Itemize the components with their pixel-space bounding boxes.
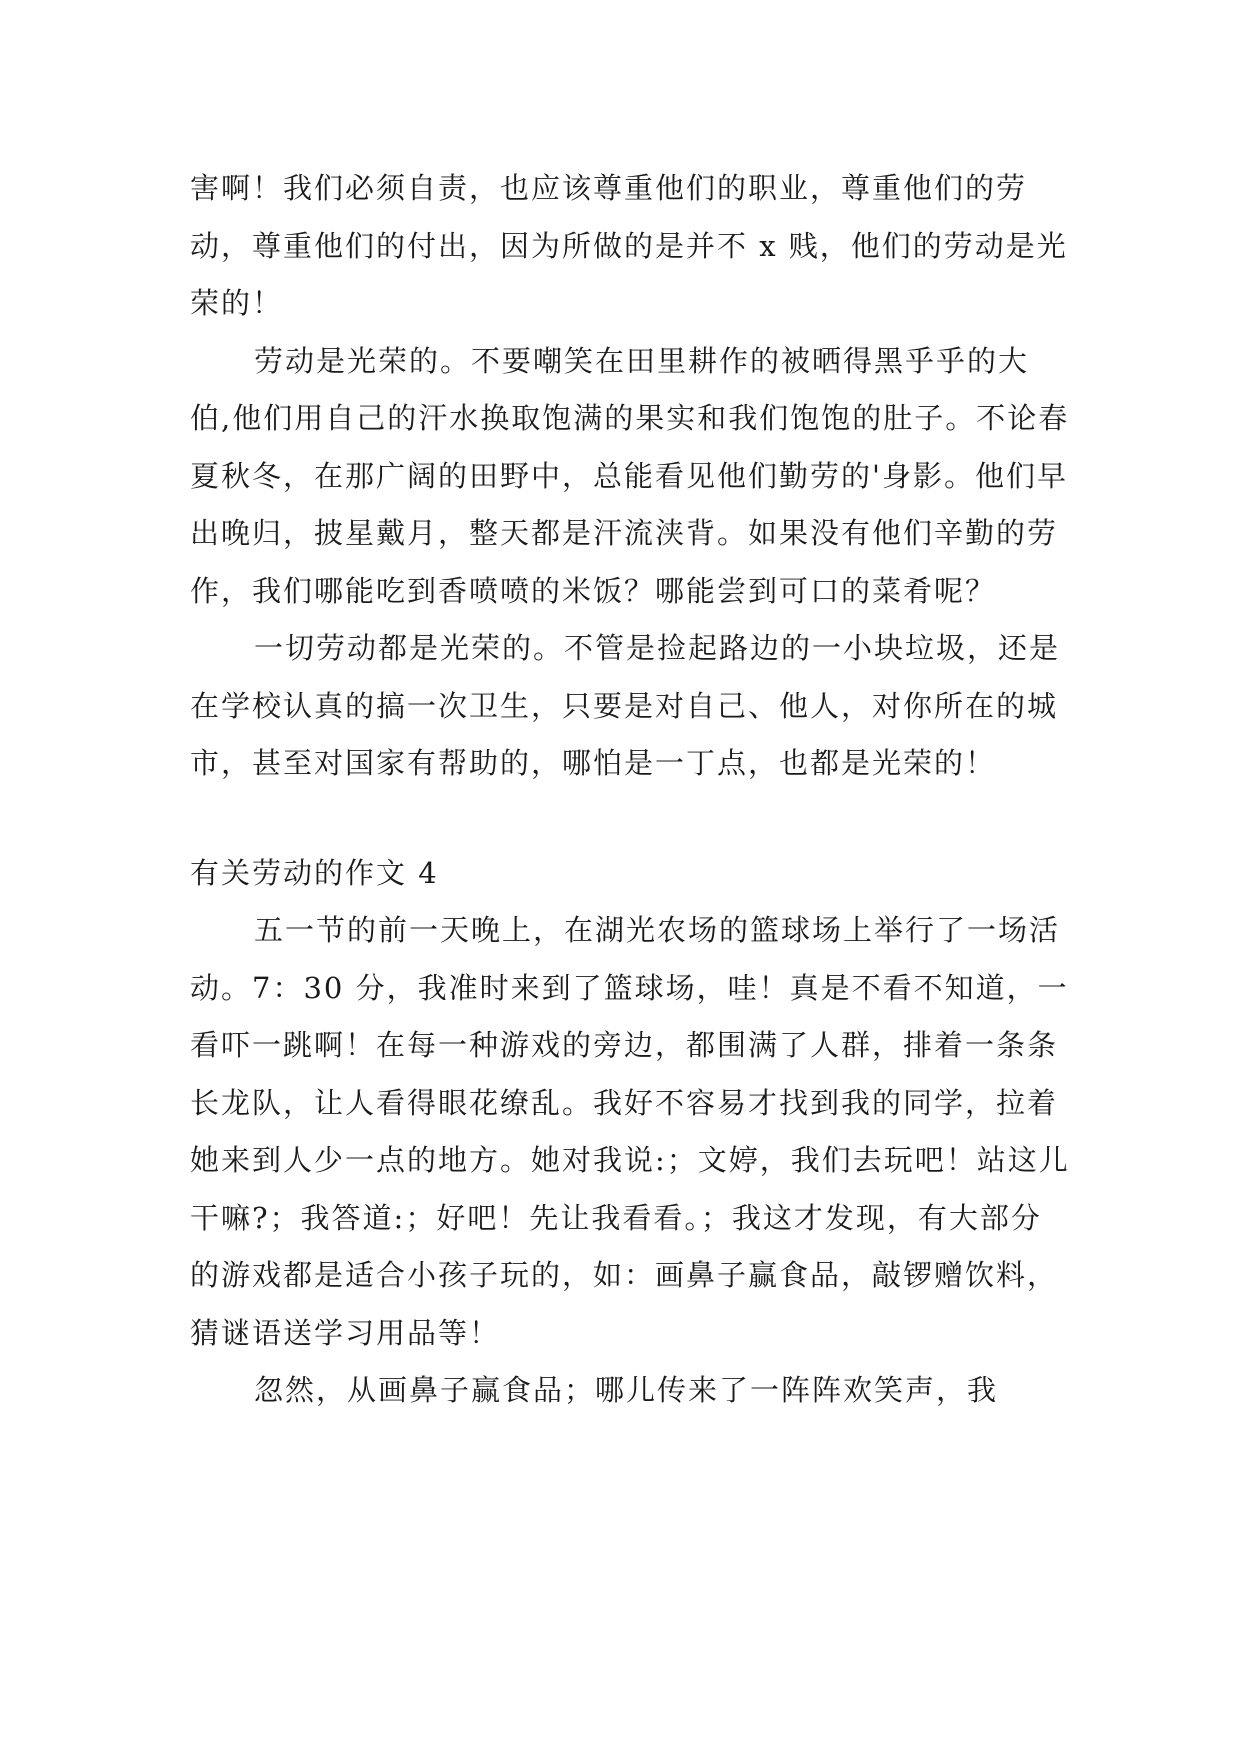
document-body: [190, 160, 1070, 1420]
paragraph-5: 忽然，从画鼻子赢食品；哪儿传来了一阵阵欢笑声，我: [254, 1373, 999, 1407]
paragraph-1: 害啊！我们必须自责，也应该尊重他们的职业，尊重他们的劳动，尊重他们的付出，因为所做的是并不 x 贱，他们的劳动是光荣的！: [190, 171, 1068, 320]
paragraph-4: 五一节的前一天晚上，在湖光农场的篮球场上举行了一场活动。7：30 分，我准时来到了篮球场，哇！真是不看不知道，一看吓一跳啊！在每一种游戏的旁边，都围满了人群，排着一条条长龙队，让人看得眼花缭乱。我好不容易才找到我的同学，拉着她来到人少一点的地方。她对我说:；文婷，我们去玩吧！站这儿干嘛?；我答道:；好吧！先让我看看。；我这才发现，有大部分的游戏都是适合小孩子玩的，如：画鼻子赢食品，敲锣赠饮料，猜谜语送学习用品等！: [190, 913, 1070, 1350]
paragraph-2: 劳动是光荣的。不要嘲笑在田里耕作的被晒得黑乎乎的大伯,他们用自己的汗水换取饱满的果实和我们饱饱的肚子。不论春夏秋冬，在那广阔的田野中，总能看见他们勤劳的'身影。他们早出晚归，披星戴月，整天都是汗流浃背。如果没有他们辛勤的劳作，我们哪能吃到香喷喷的米饭？哪能尝到可口的菜肴呢？: [190, 343, 1070, 608]
section-heading: 有关劳动的作文 4: [190, 855, 439, 890]
paragraph-3: 一切劳动都是光荣的。不管是捡起路边的一小块垃圾，还是在学校认真的搞一次卫生，只要是对自己、他人，对你所在的城市，甚至对国家有帮助的，哪怕是一丁点，也都是光荣的！: [190, 631, 1061, 780]
